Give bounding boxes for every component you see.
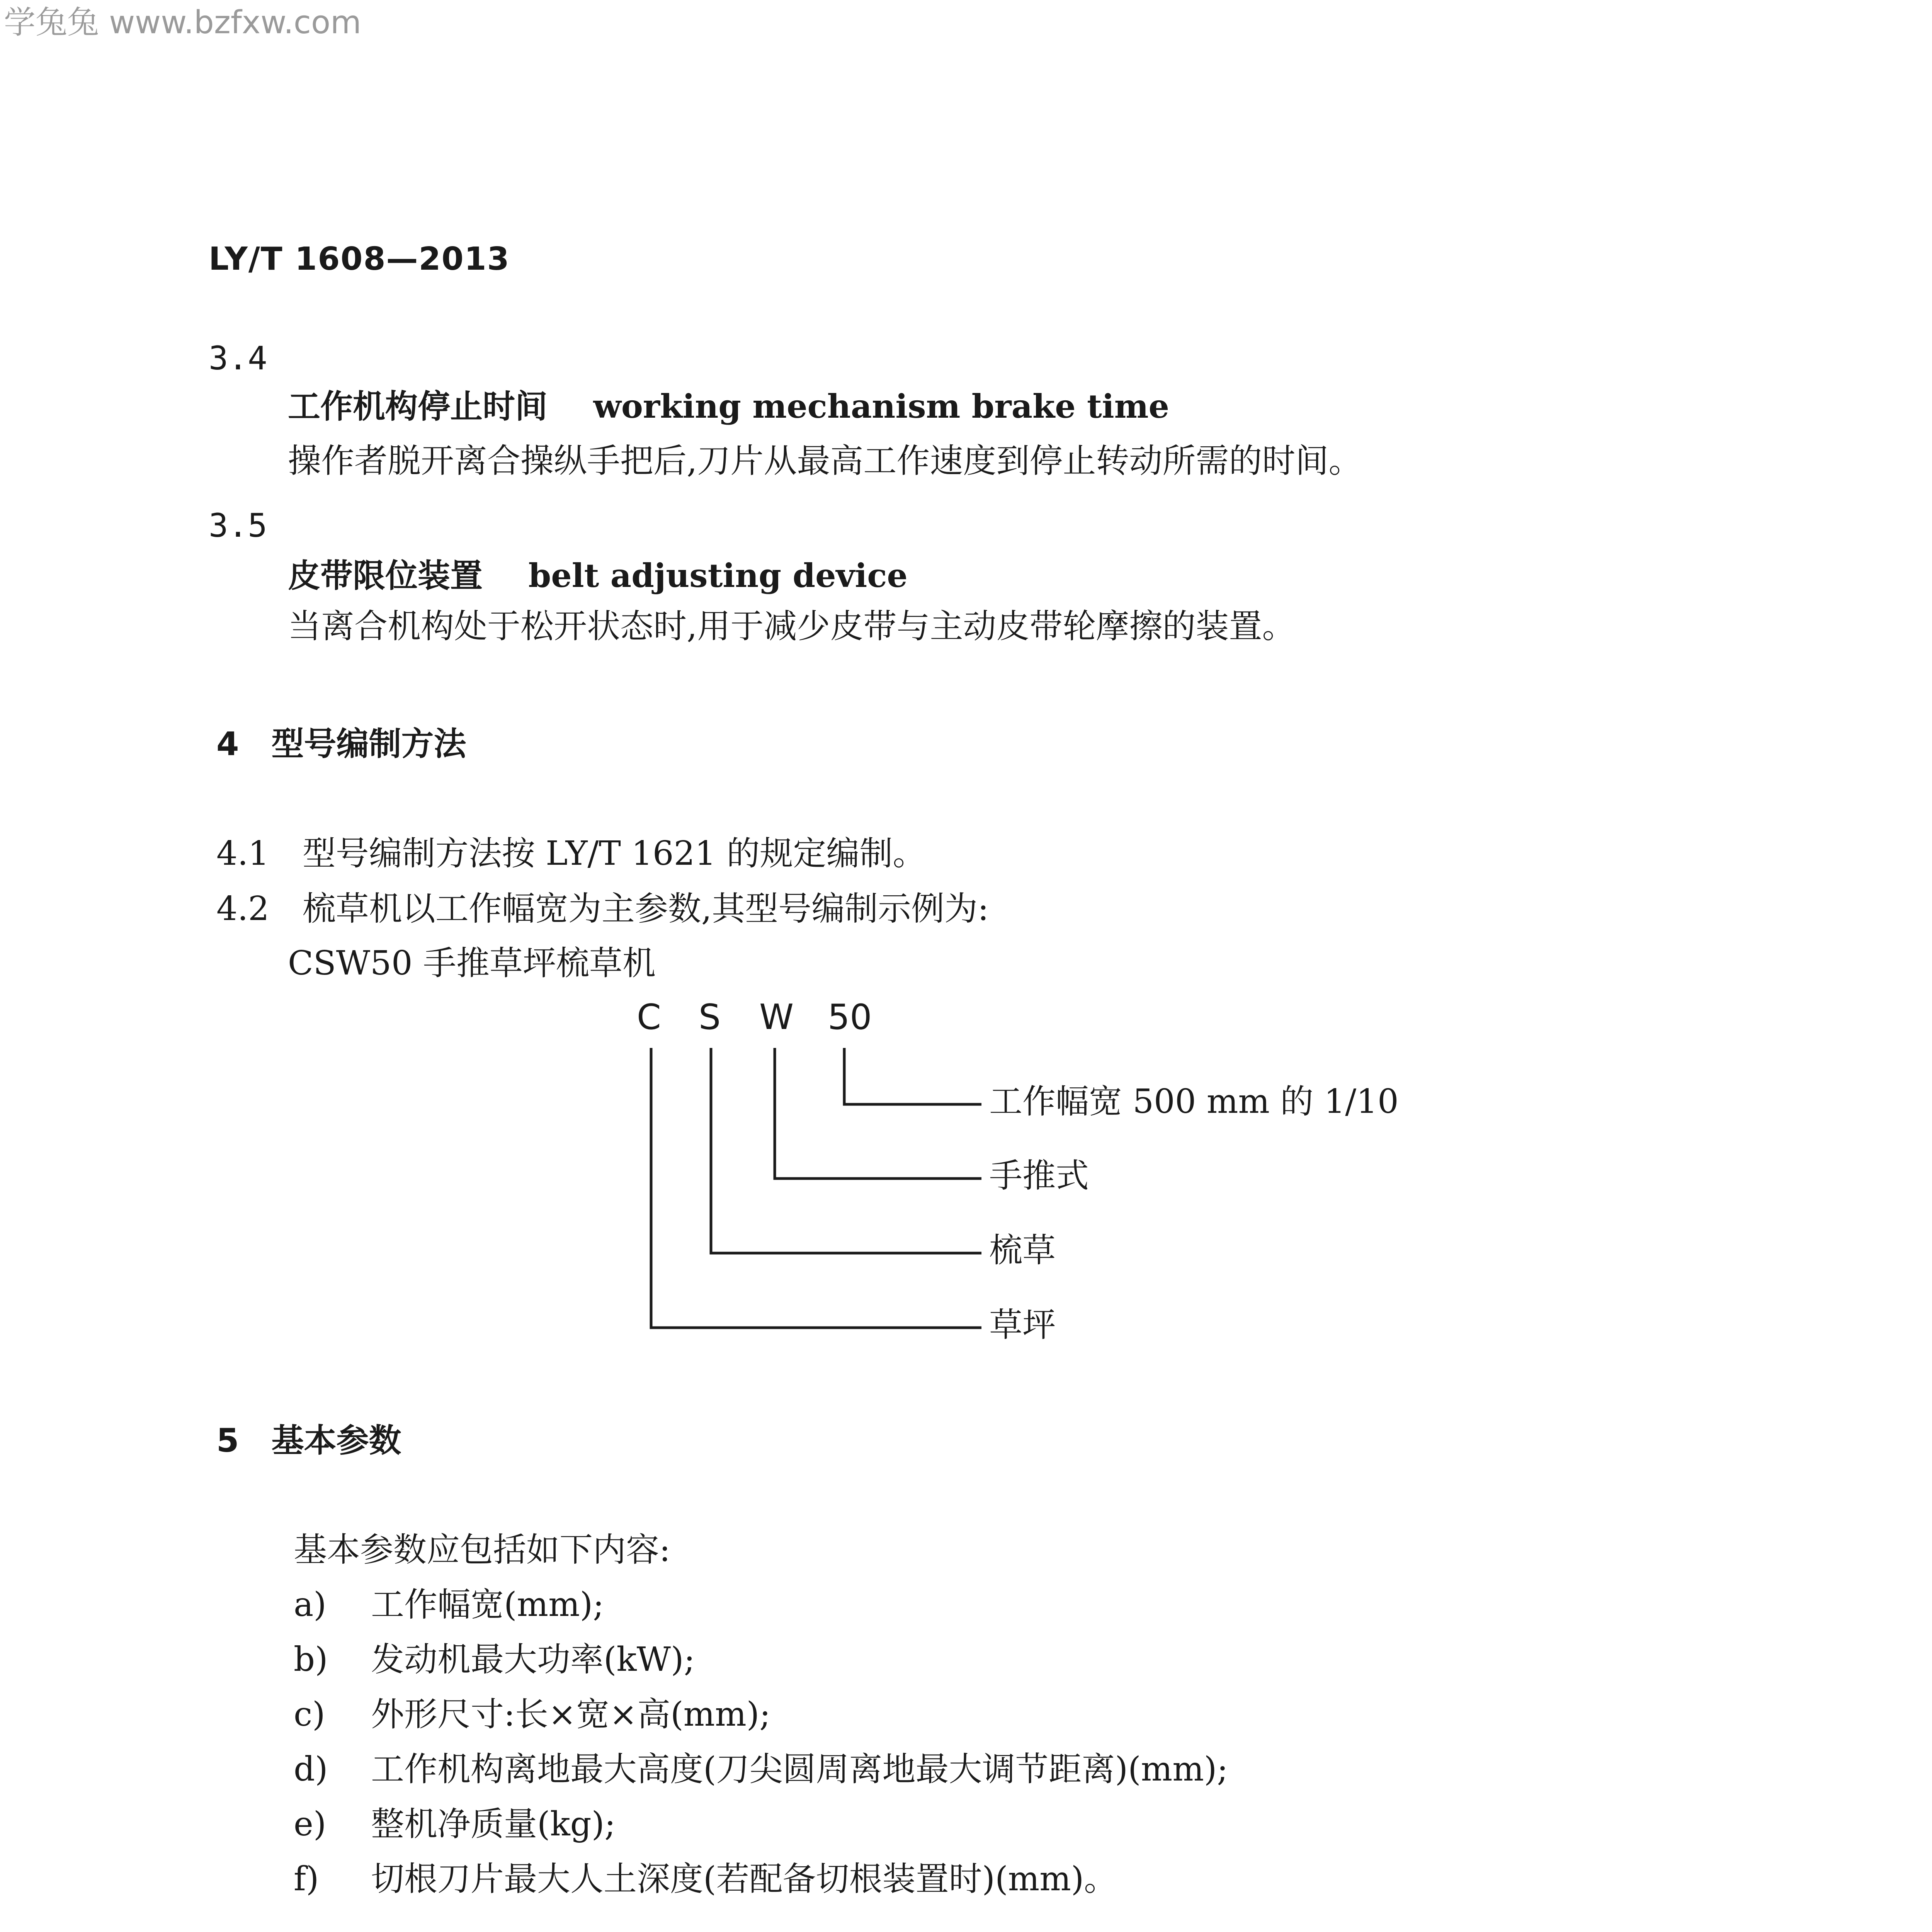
list-item-mark: a) xyxy=(294,1585,327,1624)
connector-line xyxy=(711,1048,981,1253)
connector-line xyxy=(775,1048,981,1179)
connector-line xyxy=(844,1048,981,1104)
list-item-mark: e) xyxy=(294,1805,327,1844)
list-item: 切根刀片最大人土深度(若配备切根装置时)(mm)。 xyxy=(371,1860,1117,1898)
paragraph: 4.1 型号编制方法按 LY/T 1621 的规定编制。 xyxy=(216,834,926,873)
clause-number: 3.4 xyxy=(209,339,267,377)
term-definition: 当离合机构处于松开状态时,用于减少皮带与主动皮带轮摩擦的装置。 xyxy=(288,607,1296,646)
section-heading: 4 型号编制方法 xyxy=(216,725,466,763)
model-code-letter: W xyxy=(759,997,794,1037)
term-definition: 操作者脱开离合操纵手把后,刀片从最高工作速度到停止转动所需的时间。 xyxy=(288,442,1362,480)
section-heading: 5 基本参数 xyxy=(216,1422,401,1459)
list-item: 整机净质量(kg); xyxy=(371,1805,616,1844)
list-item-mark: d) xyxy=(294,1750,328,1789)
diagram-label: 梳草 xyxy=(989,1231,1056,1270)
term-title-zh: 工作机构停止时间 xyxy=(288,387,548,425)
list-item: 外形尺寸:长×宽×高(mm); xyxy=(371,1695,771,1734)
clause-number: 3.5 xyxy=(209,507,267,544)
diagram-label: 草坪 xyxy=(989,1306,1056,1344)
term-title-en: working mechanism brake time xyxy=(593,387,1169,425)
paragraph: 基本参数应包括如下内容: xyxy=(294,1531,670,1569)
diagram-label: 工作幅宽 500 mm 的 1/10 xyxy=(989,1082,1399,1121)
list-item-mark: c) xyxy=(294,1695,325,1734)
model-code-letter: S xyxy=(699,997,721,1037)
term-title-en: belt adjusting device xyxy=(528,556,908,595)
paragraph: 4.2 梳草机以工作幅宽为主参数,其型号编制示例为: xyxy=(216,889,989,928)
watermark: 学兔兔 www.bzfxw.com xyxy=(4,4,362,41)
document-id-header: LY/T 1608—2013 xyxy=(209,241,510,277)
list-item: 发动机最大功率(kW); xyxy=(371,1640,695,1679)
model-code-letter: C xyxy=(637,997,661,1037)
connector-line xyxy=(651,1048,981,1328)
list-item-mark: b) xyxy=(294,1640,328,1679)
term-title-zh: 皮带限位装置 xyxy=(288,556,483,595)
list-item-mark: f) xyxy=(294,1860,319,1898)
list-item: 工作机构离地最大高度(刀尖圆周离地最大调节距离)(mm); xyxy=(371,1750,1228,1789)
list-item: 工作幅宽(mm); xyxy=(371,1585,604,1624)
diagram-label: 手推式 xyxy=(989,1156,1089,1195)
example-model: CSW50 手推草坪梳草机 xyxy=(288,944,656,983)
model-code-letter: 50 xyxy=(828,997,872,1037)
